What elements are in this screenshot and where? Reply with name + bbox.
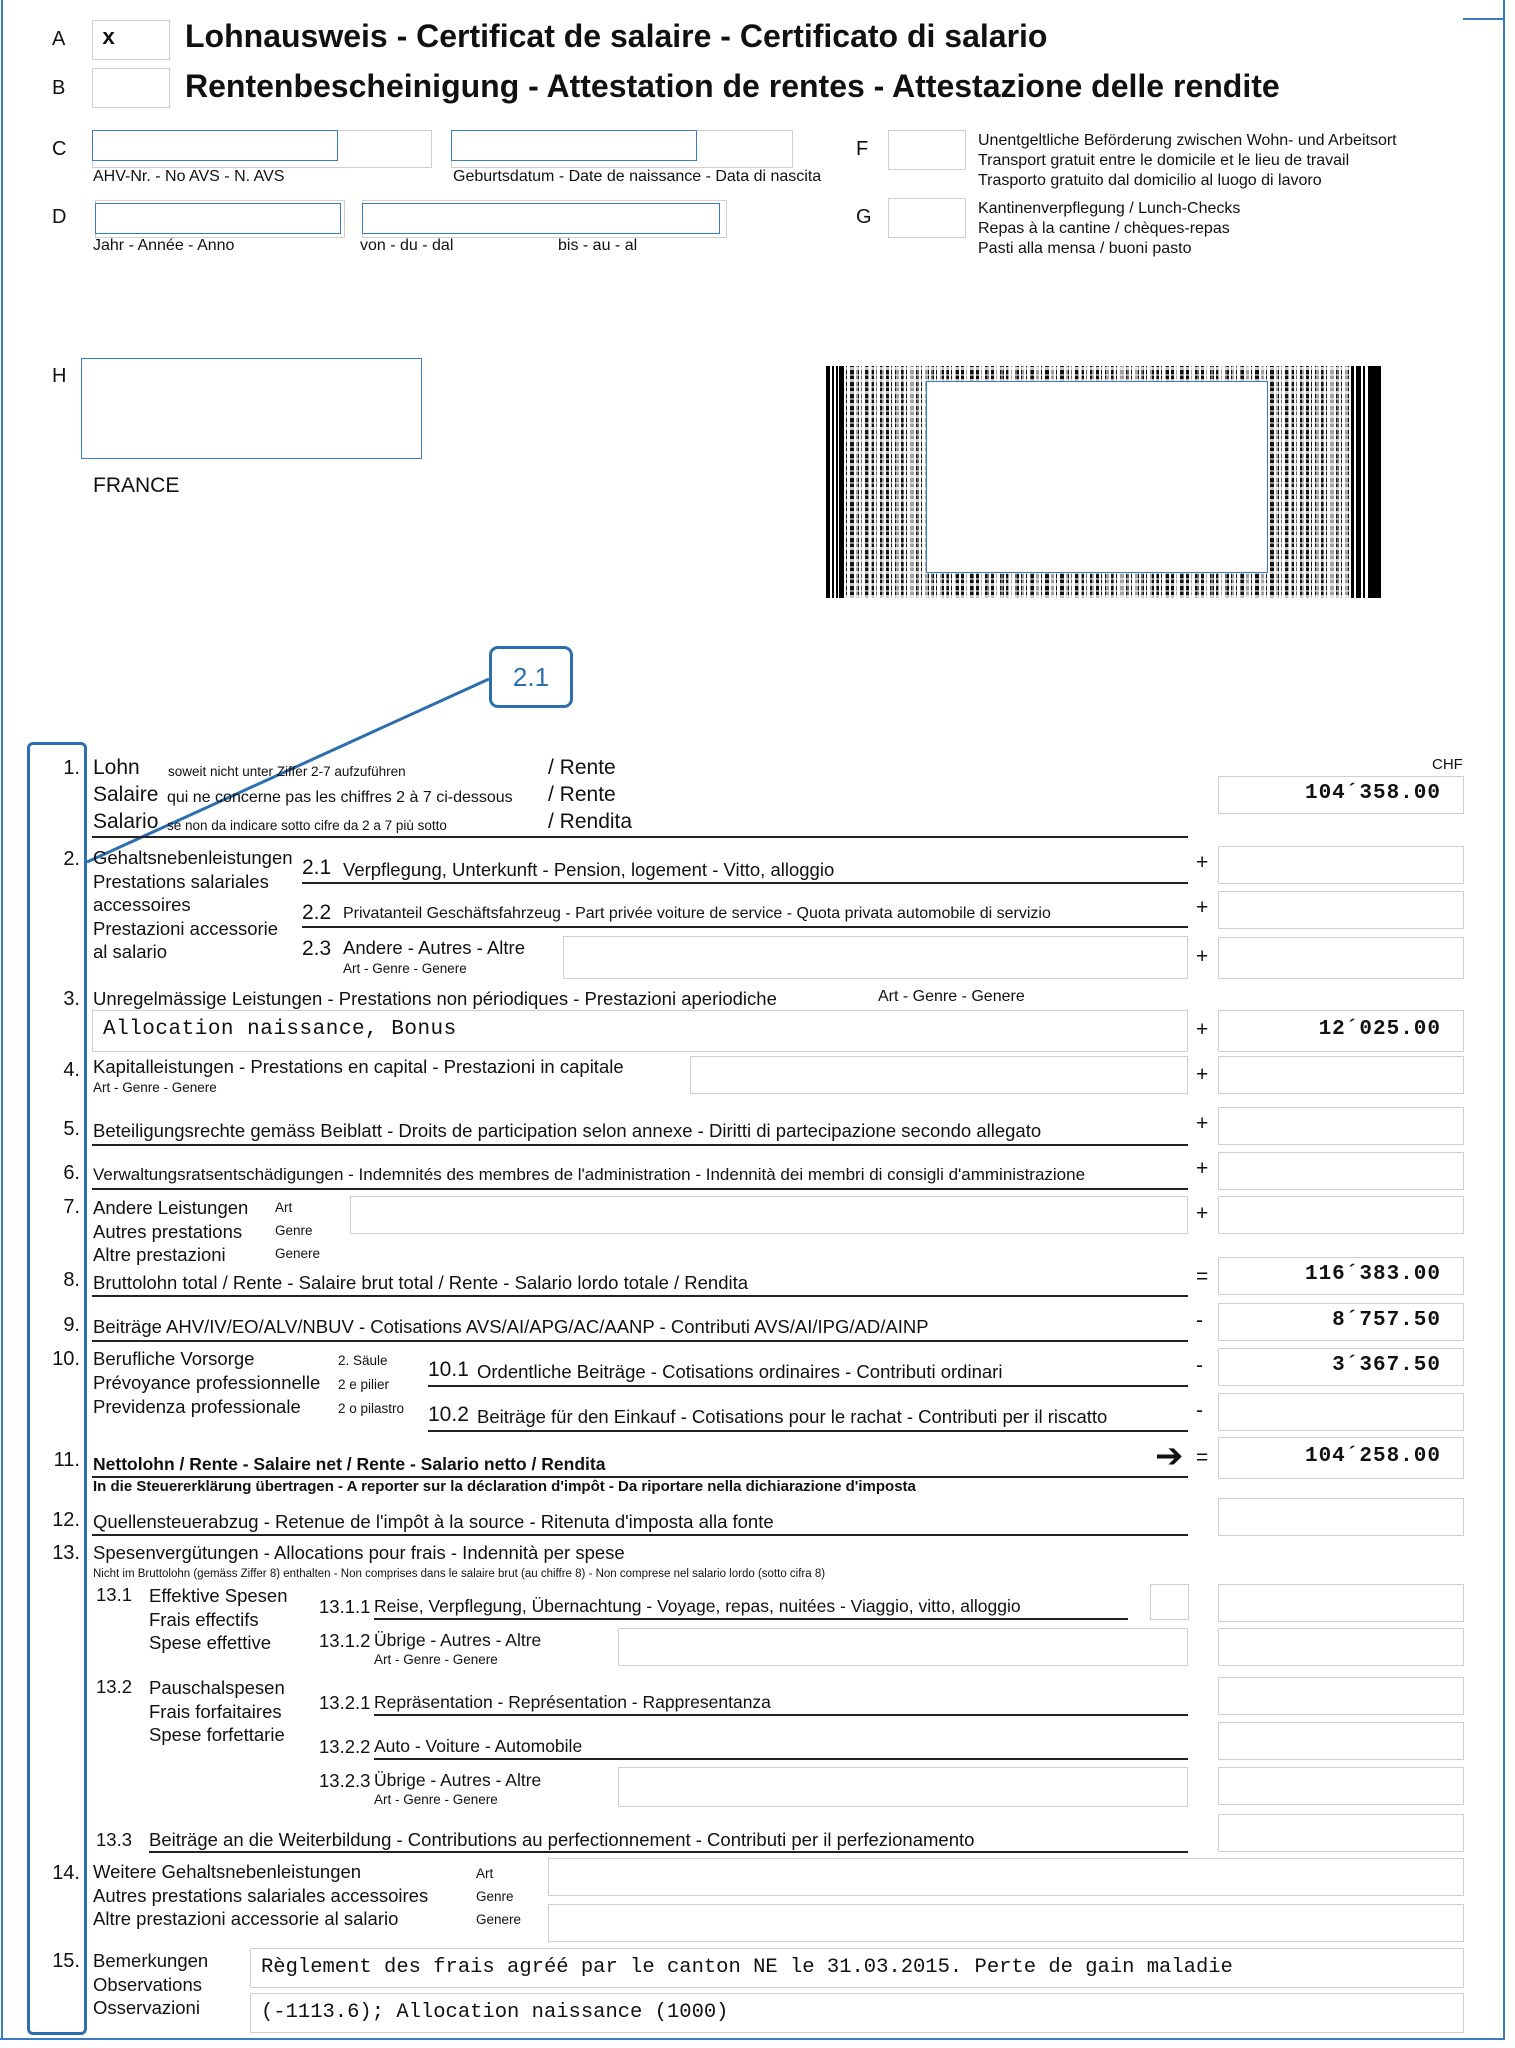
s7-sub-genre: Genre <box>275 1223 313 1238</box>
section-5-number: 5. <box>63 1118 80 1140</box>
title-rentenbescheinigung: Rentenbescheinigung - Attestation de rentes - Attestazione delle rendite <box>185 68 1280 104</box>
s10-pillar <box>338 1349 404 1421</box>
s2-1-rule <box>302 882 1188 884</box>
s11-label: Nettolohn / Rente - Salaire net / Rente - Salario netto / Rendita <box>93 1454 606 1474</box>
s1-note-it: se non da indicare sotto cifre da 2 a 7 più sotto <box>167 818 447 833</box>
s15-label-it: Osservazioni <box>93 1997 200 2018</box>
remarks-line-1-text: Règlement des frais agréé par le canton NE le 31.03.2015. Perte de gain maladie <box>261 1956 1233 1979</box>
s13-2-3-type-field[interactable] <box>618 1767 1188 1807</box>
letter-f: F <box>856 138 869 160</box>
section-6-number: 6. <box>63 1162 80 1184</box>
s7-label-de: Andere Leistungen <box>93 1197 249 1218</box>
remarks-field-line-2[interactable] <box>250 1993 1464 2033</box>
s15-label-fr: Observations <box>93 1973 202 1995</box>
ahv-number-label: AHV-Nr. - No AVS - N. AVS <box>93 168 285 185</box>
s10-pillar-de: 2. Säule <box>338 1353 388 1368</box>
s10-label-fr: Prévoyance professionnelle <box>93 1372 321 1393</box>
section-11-number: 11. <box>53 1449 80 1471</box>
currency-label: CHF <box>1432 756 1463 773</box>
s2-3-type-field[interactable] <box>563 936 1188 979</box>
s2-3-label: Andere - Autres - Altre <box>343 937 526 958</box>
section-13-number: 13. <box>52 1542 80 1564</box>
s13-2-3-sub: Art - Genre - Genere <box>374 1792 498 1807</box>
s14-sub-genere: Genere <box>476 1912 522 1927</box>
s10-1-amount-field[interactable]: 3´367.50 <box>1218 1348 1464 1386</box>
s7-sub-art: Art <box>275 1200 293 1215</box>
period-to-label: bis - au - al <box>558 237 638 254</box>
s13-1-1-label: Reise, Verpflegung, Übernachtung - Voyage, repas, nuitées - Viaggio, vitto, alloggio <box>374 1596 1021 1616</box>
s14-label-de: Weitere Gehaltsnebenleistungen <box>93 1861 362 1882</box>
s3-plus: + <box>1196 1018 1209 1041</box>
s10-label-de: Berufliche Vorsorge <box>93 1348 255 1369</box>
s3-amount-field[interactable]: 12´025.00 <box>1218 1010 1464 1052</box>
s2-label-line-1: Gehaltsnebenleistungen <box>93 847 293 868</box>
s13-2-1-rule <box>374 1714 1188 1716</box>
s8-rule <box>92 1295 1188 1297</box>
s13-2-3-amount-field[interactable] <box>1218 1767 1464 1805</box>
s3-sub: Art - Genre - Genere <box>878 988 1025 1005</box>
s7-sub-genere: Genere <box>275 1246 321 1261</box>
section-1-number: 1. <box>63 757 80 779</box>
s14-type-field-1[interactable] <box>548 1858 1464 1896</box>
s7-sub <box>275 1196 320 1265</box>
s2-3-amount-field[interactable] <box>1218 937 1464 979</box>
s3-label: Unregelmässige Leistungen - Prestations non périodiques - Prestazioni aperiodiche <box>93 988 777 1009</box>
s5-plus: + <box>1196 1112 1209 1135</box>
s5-label: Beteiligungsrechte gemäss Beiblatt - Droits de participation selon annexe - Diritti di partecipazione secondo allegato <box>93 1120 1042 1141</box>
s4-label: Kapitalleistungen - Prestations en capital - Prestazioni in capitale <box>93 1056 624 1077</box>
s10-2-minus: - <box>1196 1399 1203 1422</box>
transport-label-de: Unentgeltliche Beförderung zwischen Wohn- und Arbeitsort <box>978 132 1397 149</box>
letter-a: A <box>52 28 66 50</box>
section-7-number: 7. <box>63 1196 80 1218</box>
letter-h: H <box>52 365 67 387</box>
s1-note-fr: qui ne concerne pas les chiffres 2 à 7 ci-dessous <box>167 789 513 806</box>
s2-1-number: 2.1 <box>302 856 332 879</box>
s9-label: Beiträge AHV/IV/EO/ALV/NBUV - Cotisations AVS/AI/APG/AC/AANP - Contributi AVS/AI/IPG/AD/AINP <box>93 1316 929 1337</box>
s13-1-label <box>149 1584 288 1655</box>
s11-equals: = <box>1196 1446 1209 1469</box>
s13-3-rule <box>149 1851 1188 1853</box>
s9-amount-field[interactable]: 8´757.50 <box>1218 1303 1464 1341</box>
s4-sub: Art - Genre - Genere <box>93 1080 217 1095</box>
s10-pillar-it: 2 o pilastro <box>338 1401 405 1416</box>
s10-1-rule <box>428 1385 1188 1387</box>
s1-rendita-it: / Rendita <box>548 810 633 833</box>
s2-3-sub: Art - Genre - Genere <box>343 961 467 976</box>
s1-label-it: Salario <box>93 810 159 833</box>
s14-sub-art: Art <box>476 1866 494 1881</box>
s7-amount-field[interactable] <box>1218 1196 1464 1234</box>
s4-type-field[interactable] <box>690 1056 1188 1094</box>
s12-amount-field[interactable] <box>1218 1498 1464 1536</box>
s5-amount-field[interactable] <box>1218 1107 1464 1145</box>
s2-2-rule <box>302 926 1188 928</box>
s4-amount-field[interactable] <box>1218 1056 1464 1094</box>
s1-label-fr: Salaire <box>93 783 159 806</box>
s12-label: Quellensteuerabzug - Retenue de l'impôt à la source - Ritenuta d'imposta alla fonte <box>93 1511 774 1532</box>
s3-type-field[interactable] <box>92 1010 1188 1052</box>
s8-label: Bruttolohn total / Rente - Salaire brut total / Rente - Salario lordo totale / Rendita <box>93 1272 749 1293</box>
s1-label-de: Lohn <box>93 756 140 779</box>
s13-3-amount-field[interactable] <box>1218 1814 1464 1852</box>
s5-rule <box>92 1144 1188 1146</box>
s13-2-3-number: 13.2.3 <box>319 1770 371 1791</box>
s10-label <box>93 1347 320 1419</box>
section-14-number: 14. <box>52 1862 80 1884</box>
s7-label-fr: Autres prestations <box>93 1220 243 1242</box>
s13-1-1-number: 13.1.1 <box>319 1596 371 1617</box>
section-12-number: 12. <box>52 1509 80 1531</box>
remarks-field-line-1[interactable] <box>250 1948 1464 1988</box>
s6-label: Verwaltungsratsentschädigungen - Indemnités des membres de l'administration - Indennità dei membri di consigli d'amministrazione <box>93 1165 1086 1184</box>
s13-2-label-fr: Frais forfaitaires <box>149 1700 282 1722</box>
s10-2-amount-field[interactable] <box>1218 1393 1464 1431</box>
s2-1-amount-field[interactable] <box>1218 846 1464 884</box>
s13-1-2-number: 13.1.2 <box>319 1630 371 1651</box>
s13-2-1-label: Repräsentation - Représentation - Rappresentanza <box>374 1692 771 1712</box>
s3-type-value: Allocation naissance, Bonus <box>103 1018 457 1041</box>
section-10-number: 10. <box>52 1348 80 1370</box>
s10-1-number: 10.1 <box>428 1358 469 1381</box>
s1-rente-fr: / Rente <box>548 783 616 806</box>
s2-2-label: Privatanteil Geschäftsfahrzeug - Part privée voiture de service - Quota privata automobile di servizio <box>343 905 1051 922</box>
s13-2-3-label: Übrige - Autres - Altre <box>374 1770 542 1790</box>
s13-3-label: Beiträge an die Weiterbildung - Contributions au perfectionnement - Contributi per il perfezionamento <box>149 1829 975 1850</box>
section-3-number: 3. <box>63 988 80 1010</box>
canteen-label-it: Pasti alla mensa / buoni pasto <box>978 240 1192 257</box>
s13-2-2-amount-field[interactable] <box>1218 1722 1464 1760</box>
s14-sub-genre: Genre <box>476 1889 514 1904</box>
letter-g: G <box>856 206 872 228</box>
s14-type-field-2[interactable] <box>548 1904 1464 1942</box>
section-9-number: 9. <box>63 1314 80 1336</box>
s13-1-1-amount-field[interactable] <box>1218 1584 1464 1622</box>
s10-label-it: Previdenza professionale <box>93 1396 301 1417</box>
s13-2-label-it: Spese forfettarie <box>149 1724 285 1745</box>
canteen-label-fr: Repas à la cantine / chèques-repas <box>978 220 1230 237</box>
s13-2-2-label: Auto - Voiture - Automobile <box>374 1736 583 1756</box>
s6-amount-field[interactable] <box>1218 1152 1464 1190</box>
s13-1-label-it: Spese effettive <box>149 1632 272 1653</box>
s13-label: Spesenvergütungen - Allocations pour frais - Indennità per spese <box>93 1542 625 1563</box>
s2-label-line-3: accessoires <box>93 894 191 915</box>
s7-plus: + <box>1196 1202 1209 1225</box>
section-8-number: 8. <box>63 1269 80 1291</box>
section-numbers-bracket <box>27 742 87 2035</box>
s14-label-fr: Autres prestations salariales accessoires <box>93 1884 429 1906</box>
s13-2-1-amount-field[interactable] <box>1218 1677 1464 1715</box>
s10-1-minus: - <box>1196 1354 1203 1377</box>
s13-2-1-number: 13.2.1 <box>319 1692 371 1713</box>
s10-2-label: Beiträge für den Einkauf - Cotisations pour le rachat - Contributi per il riscatto <box>477 1406 1108 1427</box>
s6-rule <box>92 1188 1188 1190</box>
arrow-right-icon: ➔ <box>1155 1437 1184 1475</box>
s7-type-field[interactable] <box>350 1196 1188 1234</box>
s2-2-plus: + <box>1196 896 1209 919</box>
s13-2-label-de: Pauschalspesen <box>149 1677 285 1698</box>
s11-amount-field[interactable]: 104´258.00 <box>1218 1437 1464 1479</box>
transport-label-it: Trasporto gratuito dal domicilio al luogo di lavoro <box>978 172 1322 189</box>
s13-1-number: 13.1 <box>96 1584 133 1605</box>
s2-1-plus: + <box>1196 851 1209 874</box>
title-lohnausweis: Lohnausweis - Certificat de salaire - Certificato di salario <box>185 18 1048 54</box>
s10-pillar-fr: 2 e pilier <box>338 1377 390 1392</box>
s15-label <box>93 1949 208 2020</box>
s14-sub <box>476 1862 521 1931</box>
s2-label <box>93 846 293 964</box>
year-label: Jahr - Année - Anno <box>93 237 235 254</box>
s2-label-line-5: al salario <box>93 941 168 962</box>
s4-plus: + <box>1196 1063 1209 1086</box>
remarks-line-2-text: (-1113.6); Allocation naissance (1000) <box>261 2001 729 2024</box>
s1-rule <box>92 836 1188 838</box>
s10-1-label: Ordentliche Beiträge - Cotisations ordinaires - Contributi ordinari <box>477 1361 1003 1382</box>
s8-equals: = <box>1196 1265 1209 1288</box>
s15-label-de: Bemerkungen <box>93 1950 209 1971</box>
period-from-label: von - du - dal <box>360 237 454 254</box>
s7-label-it: Altre prestazioni <box>93 1244 226 1265</box>
canteen-label-de: Kantinenverpflegung / Lunch-Checks <box>978 200 1241 217</box>
s13-2-2-rule <box>374 1758 1188 1760</box>
s13-1-2-amount-field[interactable] <box>1218 1628 1464 1666</box>
birthdate-label: Geburtsdatum - Date de naissance - Data di nascita <box>453 168 822 185</box>
letter-b: B <box>52 77 66 99</box>
s13-1-2-sub: Art - Genre - Genere <box>374 1652 498 1667</box>
s2-label-line-4: Prestazioni accessorie <box>93 917 279 939</box>
s12-rule <box>92 1534 1188 1536</box>
s7-label <box>93 1196 248 1267</box>
s13-1-label-fr: Frais effectifs <box>149 1608 259 1630</box>
s14-label <box>93 1860 428 1931</box>
s1-note-de: soweit nicht unter Ziffer 2-7 aufzuführen <box>168 764 406 779</box>
s2-2-number: 2.2 <box>302 901 332 924</box>
s1-amount-field[interactable]: 104´358.00 <box>1218 776 1464 814</box>
letter-d: D <box>52 206 67 228</box>
s10-2-number: 10.2 <box>428 1403 469 1426</box>
callout-badge: 2.1 <box>489 646 573 708</box>
s8-amount-field[interactable]: 116´383.00 <box>1218 1257 1464 1295</box>
s9-minus: - <box>1196 1309 1203 1332</box>
s2-label-line-2: Prestations salariales <box>93 870 269 892</box>
s13-2-2-number: 13.2.2 <box>319 1736 371 1757</box>
s2-3-plus: + <box>1196 945 1209 968</box>
s11-sub: In die Steuererklärung übertragen - A reporter sur la déclaration d'impôt - Da riportare nella dichiarazione d'imposta <box>93 1478 916 1495</box>
s13-1-label-de: Effektive Spesen <box>149 1585 288 1606</box>
s13-2-number: 13.2 <box>96 1676 133 1697</box>
section-15-number: 15. <box>52 1950 80 1972</box>
s2-2-amount-field[interactable] <box>1218 891 1464 929</box>
s2-3-number: 2.3 <box>302 937 332 960</box>
section-2-number: 2. <box>63 848 80 870</box>
s13-1-1-rule <box>374 1618 1128 1620</box>
s10-2-rule <box>428 1430 1188 1432</box>
letter-c: C <box>52 138 67 160</box>
section-4-number: 4. <box>63 1059 80 1081</box>
address-country: FRANCE <box>93 474 180 497</box>
transport-label-fr: Transport gratuit entre le domicile et le lieu de travail <box>978 152 1350 169</box>
s9-rule <box>92 1340 1188 1342</box>
s1-rente-de: / Rente <box>548 756 616 779</box>
s14-label-it: Altre prestazioni accessorie al salario <box>93 1908 399 1929</box>
s13-1-1-checkbox[interactable] <box>1150 1584 1189 1620</box>
s13-1-2-type-field[interactable] <box>618 1628 1188 1666</box>
s13-2-label <box>149 1676 285 1747</box>
s2-1-label: Verpflegung, Unterkunft - Pension, logement - Vitto, alloggio <box>343 859 835 880</box>
s13-sub: Nicht im Bruttolohn (gemäss Ziffer 8) enthalten - Non comprises dans le salaire brut (au chiffre 8) - Non comprese nel salario lordo (sotto cifra 8) <box>93 1568 826 1580</box>
s13-1-2-label: Übrige - Autres - Altre <box>374 1630 542 1650</box>
checkbox-a-mark: x <box>102 26 116 51</box>
s13-3-number: 13.3 <box>96 1829 133 1850</box>
s6-plus: + <box>1196 1157 1209 1180</box>
